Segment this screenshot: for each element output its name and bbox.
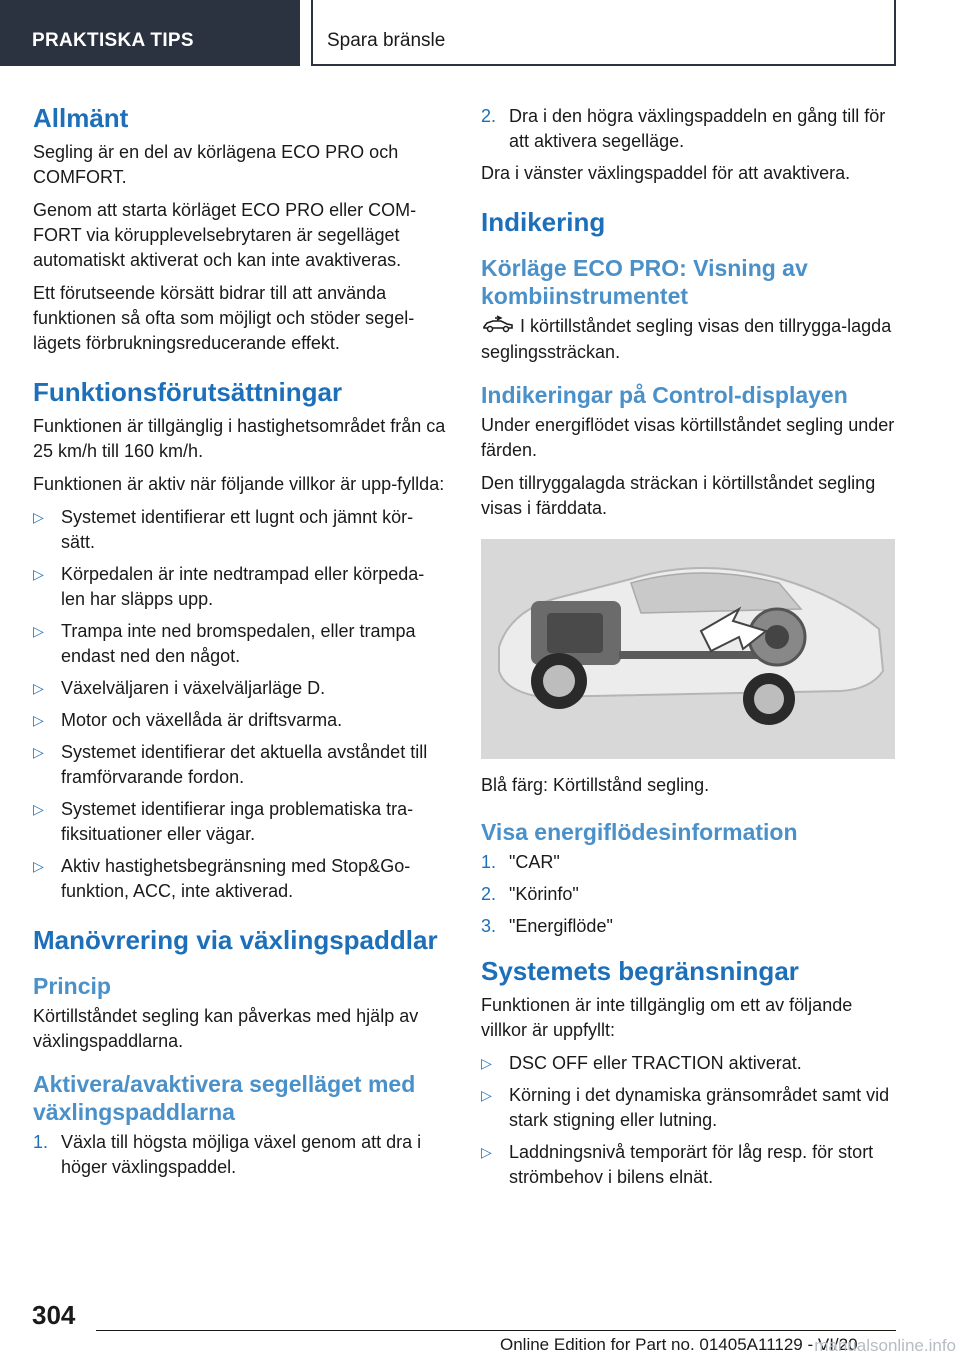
triangle-bullet-icon: ▷ [33, 801, 44, 817]
car-drivetrain-illustration [481, 539, 895, 759]
list-item: 2. Dra i den högra växlingspaddeln en gång till för att aktivera segelläge. [481, 106, 886, 151]
step-number: 2. [481, 106, 497, 126]
left-column [33, 102, 447, 1187]
list-item: 2. "Körinfo" [481, 882, 899, 907]
paragraph: I körtillståndet segling visas den tillrygga-lagda seglingssträckan. [481, 316, 892, 362]
list-item: ▷ Aktiv hastighetsbegränsning med Stop&Go-funktion, ACC, inte aktiverad. [33, 856, 411, 901]
list-item: ▷ Trampa inte ned bromspedalen, eller trampa endast ned den något. [33, 621, 416, 666]
paragraph: Körtillståndet segling kan påverkas med hjälp av växlingspaddlarna. [33, 1006, 419, 1051]
header-topic-label: Spara bränsle [327, 30, 446, 51]
list-item: ▷ Systemet identifierar det aktuella avståndet till framförvarande fordon. [33, 742, 428, 787]
list-item: ▷ Körning i det dynamiska gränsområdet samt vid stark stigning eller lutning. [481, 1084, 890, 1130]
triangle-bullet-icon: ▷ [33, 680, 44, 696]
steps-list [33, 1130, 447, 1180]
heading-princip: Princip [33, 973, 111, 999]
paragraph: Den tillryggalagda sträckan i körtillståndet segling visas i färddata. [481, 472, 876, 518]
page-number: 304 [32, 1300, 76, 1330]
list-item: ▷ Växelväljaren i växelväljarläge D. [33, 676, 447, 701]
list-item: ▷ Körpedalen är inte nedtrampad eller körpeda-len har släpps upp. [33, 564, 425, 609]
steps-list [481, 850, 899, 939]
heading-aktivera: Aktivera/avaktivera segelläget med växlingspaddlarna [33, 1071, 416, 1125]
heading-control-display: Indikeringar på Control-displayen [481, 381, 848, 408]
list-item: 1. "CAR" [481, 850, 899, 875]
paragraph: Genom att starta körläget ECO PRO eller COM-FORT via körupplevelsebrytaren är segelläget automatiskt aktiverat och kan inte avaktiveras. [33, 200, 417, 270]
paragraph: Segling är en del av körlägena ECO PRO och COMFORT. [33, 142, 399, 187]
heading-funktionsforutsattningar: Funktionsförutsättningar [33, 377, 343, 407]
triangle-bullet-icon: ▷ [33, 858, 44, 874]
limitations-list [481, 1051, 899, 1190]
steps-list [481, 104, 899, 154]
heading-kombiinstrument: Körläge ECO PRO: Visning av kombiinstrumentet [481, 255, 808, 309]
triangle-bullet-icon: ▷ [481, 1054, 492, 1071]
list-item: ▷ Laddningsnivå temporärt för låg resp. för stort strömbehov i bilens elnät. [481, 1141, 874, 1187]
list-item: 3. "Energiflöde" [481, 914, 899, 939]
sailing-car-icon [481, 315, 515, 340]
list-item: 1. Växla till högsta möjliga växel genom att dra i höger växlingspaddel. [33, 1132, 422, 1177]
heading-allmant: Allmänt [33, 103, 129, 133]
paragraph: Funktionen är tillgänglig i hastighetsområdet från ca 25 km/h till 160 km/h. [33, 416, 446, 461]
triangle-bullet-icon: ▷ [33, 566, 44, 582]
footer-edition: Online Edition for Part no. 01405A11129 - VI/20 [500, 1335, 858, 1354]
footer-divider [96, 1330, 896, 1331]
list-item: ▷ Systemet identifierar ett lugnt och jämnt kör-sätt. [33, 507, 414, 552]
step-number: 1. [481, 851, 497, 872]
list-item: ▷ DSC OFF eller TRACTION aktiverat. [481, 1051, 899, 1076]
heading-begransningar: Systemets begränsningar [481, 955, 799, 986]
conditions-list [33, 505, 447, 904]
header-topic-box [311, 0, 896, 66]
right-column [481, 104, 899, 1197]
triangle-bullet-icon: ▷ [33, 712, 44, 728]
watermark: manualsonline.info [814, 1336, 956, 1355]
paragraph: Funktionen är inte tillgänglig om ett av följande villkor är uppfyllt: [481, 994, 853, 1040]
list-item: ▷ Systemet identifierar inga problematiska tra-fiksituationer eller vägar. [33, 799, 414, 844]
image-caption: Blå färg: Körtillstånd segling. [481, 774, 710, 795]
triangle-bullet-icon: ▷ [33, 623, 44, 639]
triangle-bullet-icon: ▷ [33, 509, 44, 525]
triangle-bullet-icon: ▷ [33, 744, 44, 760]
step-number: 2. [481, 883, 497, 904]
heading-manovrering: Manövrering via växlingspaddlar [33, 925, 438, 955]
header-section-label: PRAKTISKA TIPS [32, 30, 194, 51]
heading-energiflode: Visa energiflödesinformation [481, 818, 798, 845]
triangle-bullet-icon: ▷ [481, 1086, 492, 1103]
paragraph: Ett förutseende körsätt bidrar till att använda funktionen så ofta som möjligt och stöder segel-lägets förbrukningsreducerande effekt. [33, 283, 415, 353]
paragraph: Dra i vänster växlingspaddel för att avaktivera. [481, 163, 851, 183]
header-section-tab [0, 0, 300, 66]
list-item: ▷ Motor och växellåda är driftsvarma. [33, 708, 447, 733]
step-number: 1. [33, 1132, 49, 1152]
step-number: 3. [481, 915, 497, 936]
heading-indikering: Indikering [481, 207, 606, 237]
paragraph: Under energiflödet visas körtillståndet segling under färden. [481, 414, 895, 460]
triangle-bullet-icon: ▷ [481, 1143, 492, 1160]
paragraph: Funktionen är aktiv när följande villkor är upp-fyllda: [33, 474, 445, 494]
